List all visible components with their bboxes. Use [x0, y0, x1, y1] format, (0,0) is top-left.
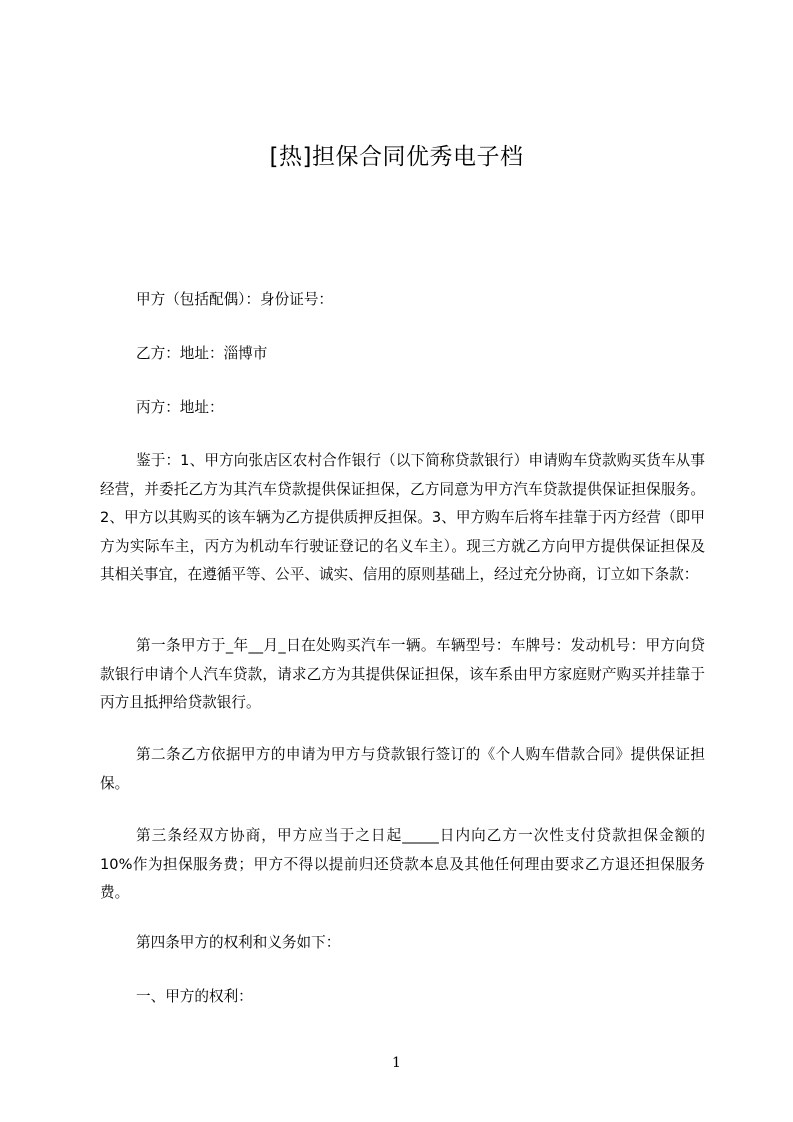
party-c-line: 丙方：地址： [136, 399, 224, 416]
article-3-paragraph: 第三条经双方协商，甲方应当于之日起_____日内向乙方一次性支付贷款担保金额的 10%作为担保服务费；甲方不得以提前归还贷款本息及其他任何理由要求乙方退还担保服务费。 [100, 827, 705, 901]
article-4-heading: 第四条甲方的权利和义务如下： [136, 934, 341, 951]
preamble-paragraph: 鉴于：1、甲方向张店区农村合作银行（以下简称贷款银行）申请购车贷款购买货车从事经营，并委托乙方为其汽车贷款提供保证担保，乙方同意为甲方汽车贷款提供保证担保服务。2、甲方以其购买的该车辆为乙方提供质押反担保。3、甲方购车后将车挂靠于丙方经营（即甲方为实际车主，丙方为机动车行驶证登记的名义车主）。现三方就乙方向甲方提供保证担保及其相关事宜，在遵循平等、公平、诚实、信用的原则基础上，经过充分协商，订立如下条款： [100, 452, 705, 583]
page-number: 1 [392, 1055, 401, 1071]
document-title: [热]担保合同优秀电子档 [269, 144, 524, 170]
party-a-rights-heading: 一、甲方的权利： [136, 988, 253, 1005]
party-b-line: 乙方：地址：淄博市 [136, 345, 268, 362]
party-a-line: 甲方（包括配偶）：身份证号： [136, 291, 334, 308]
article-2-paragraph: 第二条乙方依据甲方的申请为甲方与贷款银行签订的《个人购车借款合同》提供保证担保。 [100, 746, 705, 792]
article-1-paragraph: 第一条甲方于_年__月_日在处购买汽车一辆。车辆型号：车牌号：发动机号：甲方向贷款银行申请个人汽车贷款，请求乙方为其提供保证担保，该车系由甲方家庭财产购买并挂靠于丙方且抵押给贷款银行。 [100, 637, 705, 711]
